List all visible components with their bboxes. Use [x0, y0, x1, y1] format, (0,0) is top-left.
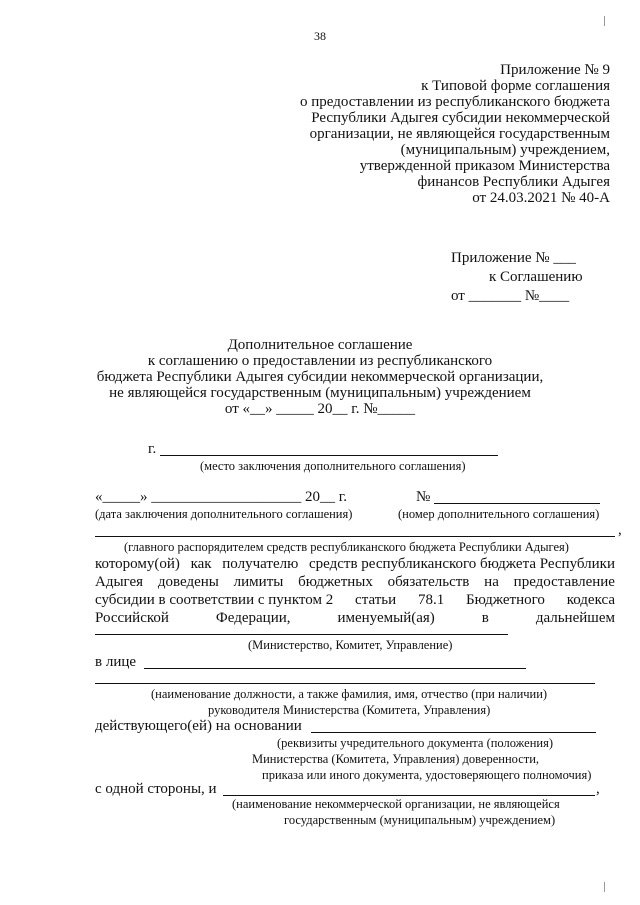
agreement-ref-line1: Приложение № ___	[451, 250, 576, 266]
word: бюджетных	[298, 574, 373, 590]
place-prefix: г.	[148, 441, 157, 457]
word: обязательств	[387, 574, 470, 590]
place-caption: (место заключения дополнительного соглашения)	[200, 459, 466, 473]
word: именуемый(ая)	[337, 610, 435, 626]
word: субсидии в соответствии с пунктом 2	[95, 592, 334, 608]
word: получателю	[222, 556, 299, 572]
one-side-label: с одной стороны, и	[95, 781, 217, 797]
appendix-header-line: финансов Республики Адыгея	[417, 174, 610, 190]
appendix-header-line: (муниципальным) учреждением,	[400, 142, 610, 158]
distributor-caption: (главного распорядителем средств республиканского бюджета Республики Адыгея)	[124, 540, 569, 554]
position-field[interactable]	[95, 683, 595, 684]
position-caption-line-2: руководителя Министерства (Комитета, Управления)	[208, 703, 491, 717]
agreement-ref-line3: от _______ №____	[451, 288, 570, 304]
word: доведены	[157, 574, 219, 590]
word: средств республиканского бюджета Республики	[309, 556, 615, 572]
place-field[interactable]	[160, 455, 498, 456]
word: предоставление	[513, 574, 615, 590]
acting-label: действующего(ей) на основании	[95, 718, 302, 734]
appendix-header	[300, 62, 610, 206]
word: статьи	[355, 592, 397, 608]
title-line: бюджета Республики Адыгея субсидии некоммерческой организации,	[96, 369, 544, 385]
basis-caption-line-2: Министерства (Комитета, Управления) доверенности,	[252, 752, 540, 766]
position-caption-line-1: (наименование должности, а также фамилия, имя, отчество (при наличии)	[151, 687, 548, 701]
basis-caption-line-3: приказа или иного документа, удостоверяющего полномочия)	[262, 768, 592, 782]
word: в	[481, 610, 489, 626]
basis-caption-line-1: (реквизиты учредительного документа (положения)	[277, 736, 553, 750]
word: дальнейшем	[535, 610, 615, 626]
scan-mark	[604, 882, 605, 892]
distributor-comma: ,	[618, 522, 622, 538]
paragraph-line-1	[95, 556, 615, 573]
title-line: к соглашению о предоставлении из республиканского	[147, 353, 493, 369]
word: как	[190, 556, 212, 572]
title-line: не являющейся государственным (муниципальным) учреждением	[109, 385, 531, 401]
word: Бюджетного	[466, 592, 545, 608]
distributor-field[interactable]	[95, 536, 615, 537]
word: лимиты	[233, 574, 284, 590]
appendix-header-line: Приложение № 9	[500, 62, 610, 78]
date-field[interactable]: «_____» ____________________ 20__ г.	[95, 489, 347, 505]
title-line: Дополнительное соглашение	[227, 337, 413, 353]
org-caption-line-1: (наименование некоммерческой организации, не являющейся	[232, 797, 560, 811]
word: которому(ой)	[95, 556, 180, 572]
organization-comma: ,	[596, 781, 600, 797]
date-caption: (дата заключения дополнительного соглашения)	[95, 507, 353, 521]
number-prefix: №	[416, 489, 431, 505]
appendix-header-line: к Типовой форме соглашения	[421, 78, 610, 94]
acting-field[interactable]	[311, 732, 596, 733]
word: 78.1	[417, 592, 445, 608]
scan-mark	[604, 16, 605, 26]
appendix-header-line: утвержденной приказом Министерства	[359, 158, 610, 174]
appendix-header-line: о предоставлении из республиканского бюджета	[299, 94, 610, 110]
appendix-header-line: организации, не являющейся государственным	[309, 126, 610, 142]
paragraph-line-3	[95, 592, 615, 609]
agreement-ref-line2: к Соглашению	[489, 269, 583, 285]
number-field[interactable]	[434, 503, 600, 504]
word: Федерации,	[215, 610, 291, 626]
org-caption-line-2: государственным (муниципальным) учреждением)	[284, 813, 556, 827]
face-field[interactable]	[144, 668, 526, 669]
document-title	[80, 337, 560, 417]
face-label: в лице	[95, 654, 137, 670]
ministry-caption: (Министерство, Комитет, Управление)	[248, 638, 453, 652]
title-line: от «__» _____ 20__ г. №_____	[224, 401, 416, 417]
word: на	[484, 574, 499, 590]
appendix-header-line: от 24.03.2021 № 40-А	[472, 190, 610, 206]
number-caption: (номер дополнительного соглашения)	[398, 507, 600, 521]
word: Адыгея	[95, 574, 144, 590]
word: кодекса	[566, 592, 615, 608]
word: Российской	[95, 610, 169, 626]
page-number: 38	[314, 29, 326, 43]
appendix-header-line: Республики Адыгея субсидии некоммерческой	[311, 110, 610, 126]
organization-field[interactable]	[223, 795, 595, 796]
paragraph-line-4	[95, 610, 615, 627]
paragraph-line-2	[95, 574, 615, 591]
ministry-field[interactable]	[95, 634, 508, 635]
